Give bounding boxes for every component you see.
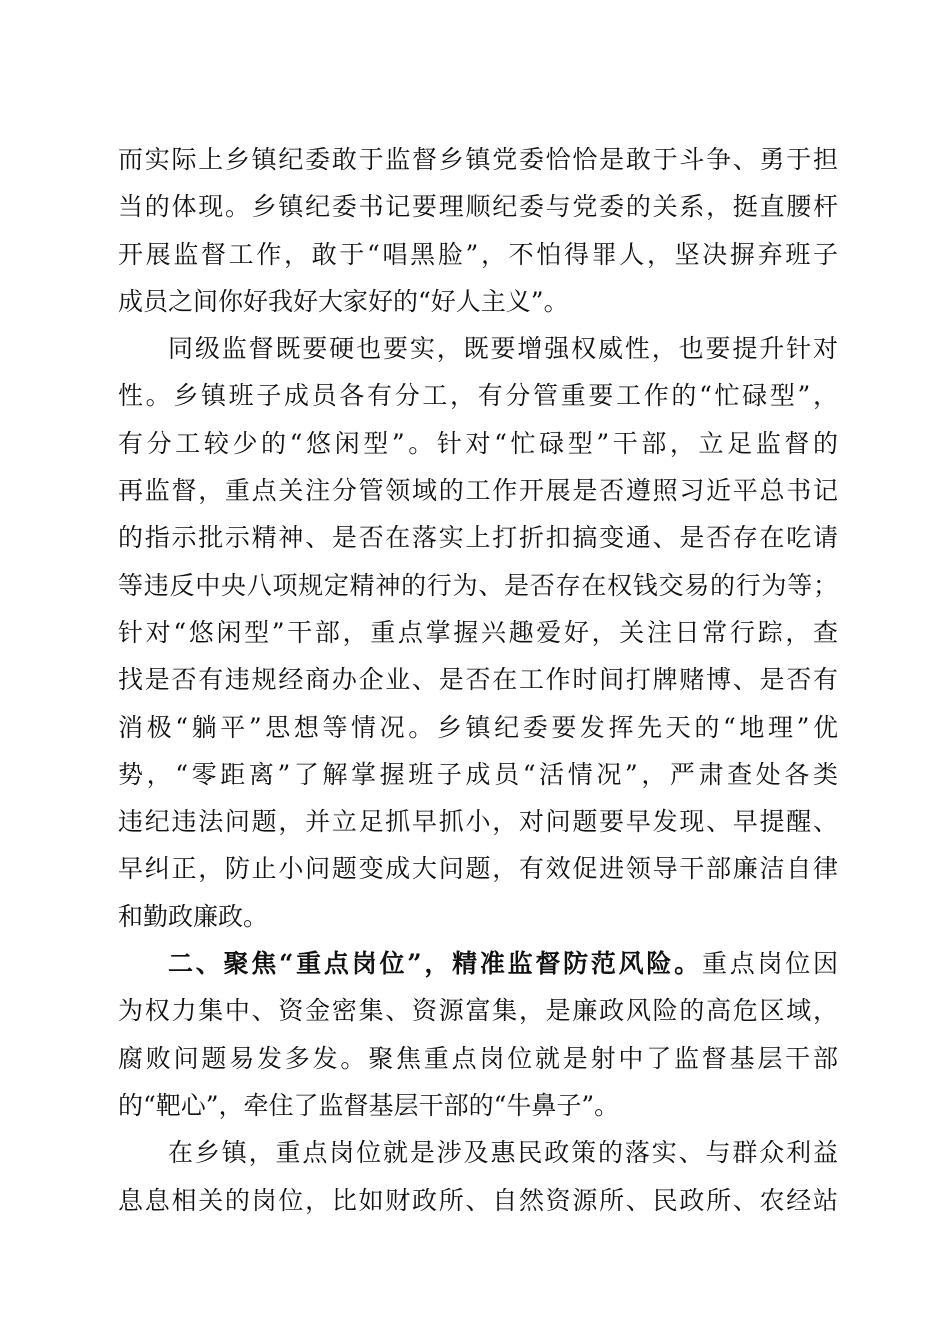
text-line: 找是否有违规经商办企业、是否在工作时间打牌赌博、是否有 [118,665,838,695]
heading-line [118,940,838,987]
text-line: 消极“躺平”思想等情况。乡镇纪委要发挥先天的“地理”优 [118,712,838,742]
text-line: 的指示批示精神、是否在落实上打折扣搞变通、是否存在吃请 [118,523,838,553]
paragraph-3 [118,940,838,1129]
text-line: 早纠正，防止小问题变成大问题，有效促进领导干部廉洁自律 [118,854,838,884]
text-line: 腐败问题易发多发。聚焦重点岗位就是射中了监督基层干部 [118,1043,838,1073]
text-line: 而实际上乡镇纪委敢于监督乡镇党委恰恰是敢于斗争、勇于担 [118,145,838,174]
text-line: 针对“悠闲型”干部，重点掌握兴趣爱好，关注日常行踪，查 [118,617,838,647]
text-line: 等违反中央八项规定精神的行为、是否存在权钱交易的行为等； [118,570,838,600]
text-line: 性。乡镇班子成员各有分工，有分管重要工作的“忙碌型”， [118,381,838,411]
paragraph-2 [118,325,838,940]
paragraph-1 [118,136,838,325]
text-line: 当的体现。乡镇纪委书记要理顺纪委与党委的关系，挺直腰杆 [118,192,838,222]
text-line: 的“靶心”，牵住了监督基层干部的“牛鼻子”。 [118,1090,620,1120]
document-body [118,136,838,1224]
text-line: 同级监督既要硬也要实，既要增强权威性，也要提升针对 [168,334,838,364]
text-line: 势，“零距离”了解掌握班子成员“活情况”，严肃查处各类 [118,759,838,789]
text-line: 为权力集中、资金密集、资源富集，是廉政风险的高危区域， [118,996,838,1026]
text-line: 成员之间你好我好大家好的“好人主义”。 [118,286,569,316]
heading-continuation: 重点岗位因 [701,949,838,979]
paragraph-4 [118,1129,838,1224]
text-line: 再监督，重点关注分管领域的工作开展是否遵照习近平总书记 [118,476,838,506]
text-line: 和勤政廉政。 [118,901,269,931]
text-line: 在乡镇，重点岗位就是涉及惠民政策的落实、与群众利益 [168,1138,838,1168]
text-line: 有分工较少的“悠闲型”。针对“忙碌型”干部，立足监督的 [118,428,838,458]
text-line: 息息相关的岗位，比如财政所、自然资源所、民政所、农经站 [118,1185,838,1215]
text-line: 开展监督工作，敢于“唱黑脸”，不怕得罪人，坚决摒弃班子 [118,239,838,269]
text-line: 违纪违法问题，并立足抓早抓小，对问题要早发现、早提醒、 [118,807,838,837]
section-heading: 二、聚焦“重点岗位”，精准监督防范风险。 [168,949,702,979]
